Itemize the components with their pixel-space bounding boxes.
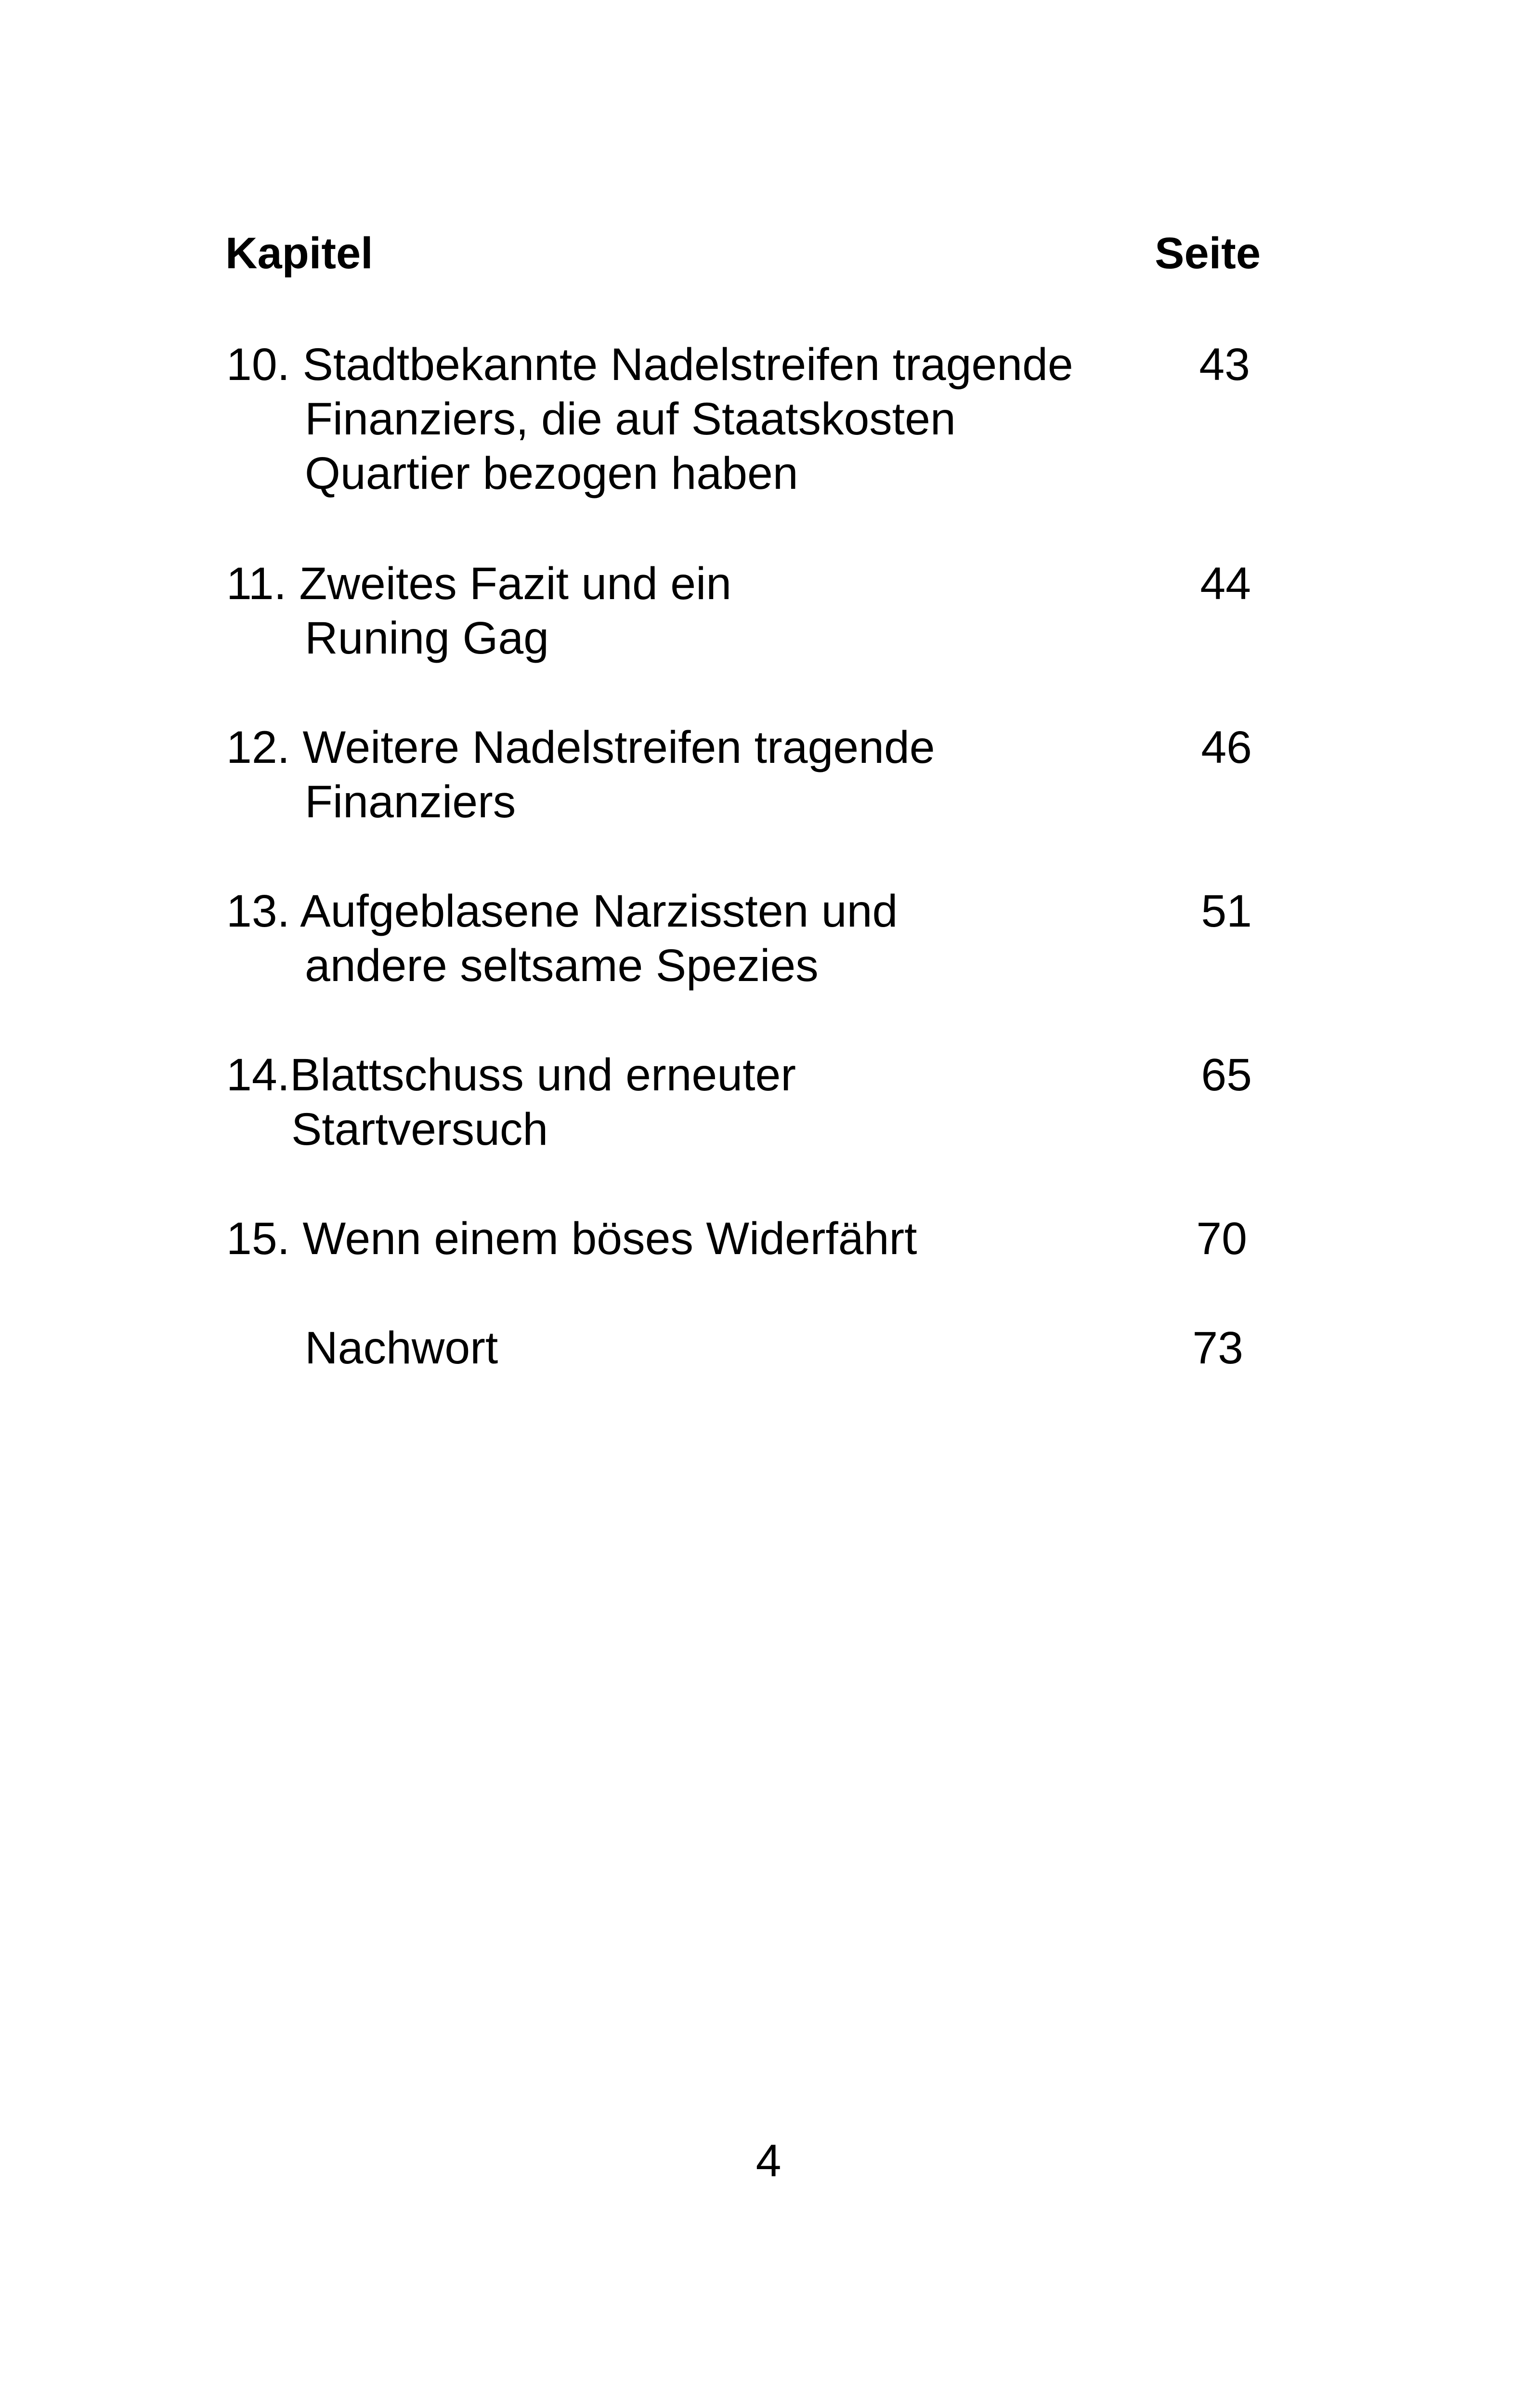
toc-entry-13-line-2: andere seltsame Spezies: [305, 940, 819, 991]
toc-entry-14-page: 65: [1201, 1049, 1252, 1100]
toc-entry-10-page: 43: [1199, 339, 1250, 390]
toc-entry-11-page: 44: [1200, 558, 1251, 609]
toc-entry-14-line-2: Startversuch: [291, 1104, 548, 1155]
page-column-header: Seite: [1155, 229, 1261, 278]
toc-entry-13-page: 51: [1201, 886, 1252, 937]
toc-entry-13-line-1: 13. Aufgeblasene Narzissten und: [226, 886, 898, 937]
toc-entry-11-line-2: Runing Gag: [305, 613, 549, 664]
toc-entry-10-line-1: 10. Stadtbekannte Nadelstreifen tragende: [226, 339, 1073, 390]
toc-entry-14-line-1: 14.Blattschuss und erneuter: [226, 1049, 796, 1100]
toc-entry-12-page: 46: [1201, 722, 1252, 773]
toc-entry-12-line-1: 12. Weitere Nadelstreifen tragende: [226, 722, 935, 773]
toc-entry-10-line-2: Finanziers, die auf Staatskosten: [305, 393, 956, 445]
toc-entry-11-line-1: 11. Zweites Fazit und ein: [226, 558, 732, 609]
toc-entry-10-line-3: Quartier bezogen haben: [305, 448, 798, 499]
toc-entry-12-line-2: Finanziers: [305, 776, 516, 827]
toc-entry-15-page: 70: [1196, 1213, 1247, 1264]
toc-entry-15-line-1: 15. Wenn einem böses Widerfährt: [226, 1213, 917, 1264]
chapter-column-header: Kapitel: [225, 229, 373, 278]
page-number: 4: [755, 2135, 782, 2186]
toc-entry-afterword-page: 73: [1192, 1322, 1243, 1374]
toc-entry-afterword: Nachwort: [305, 1322, 498, 1374]
